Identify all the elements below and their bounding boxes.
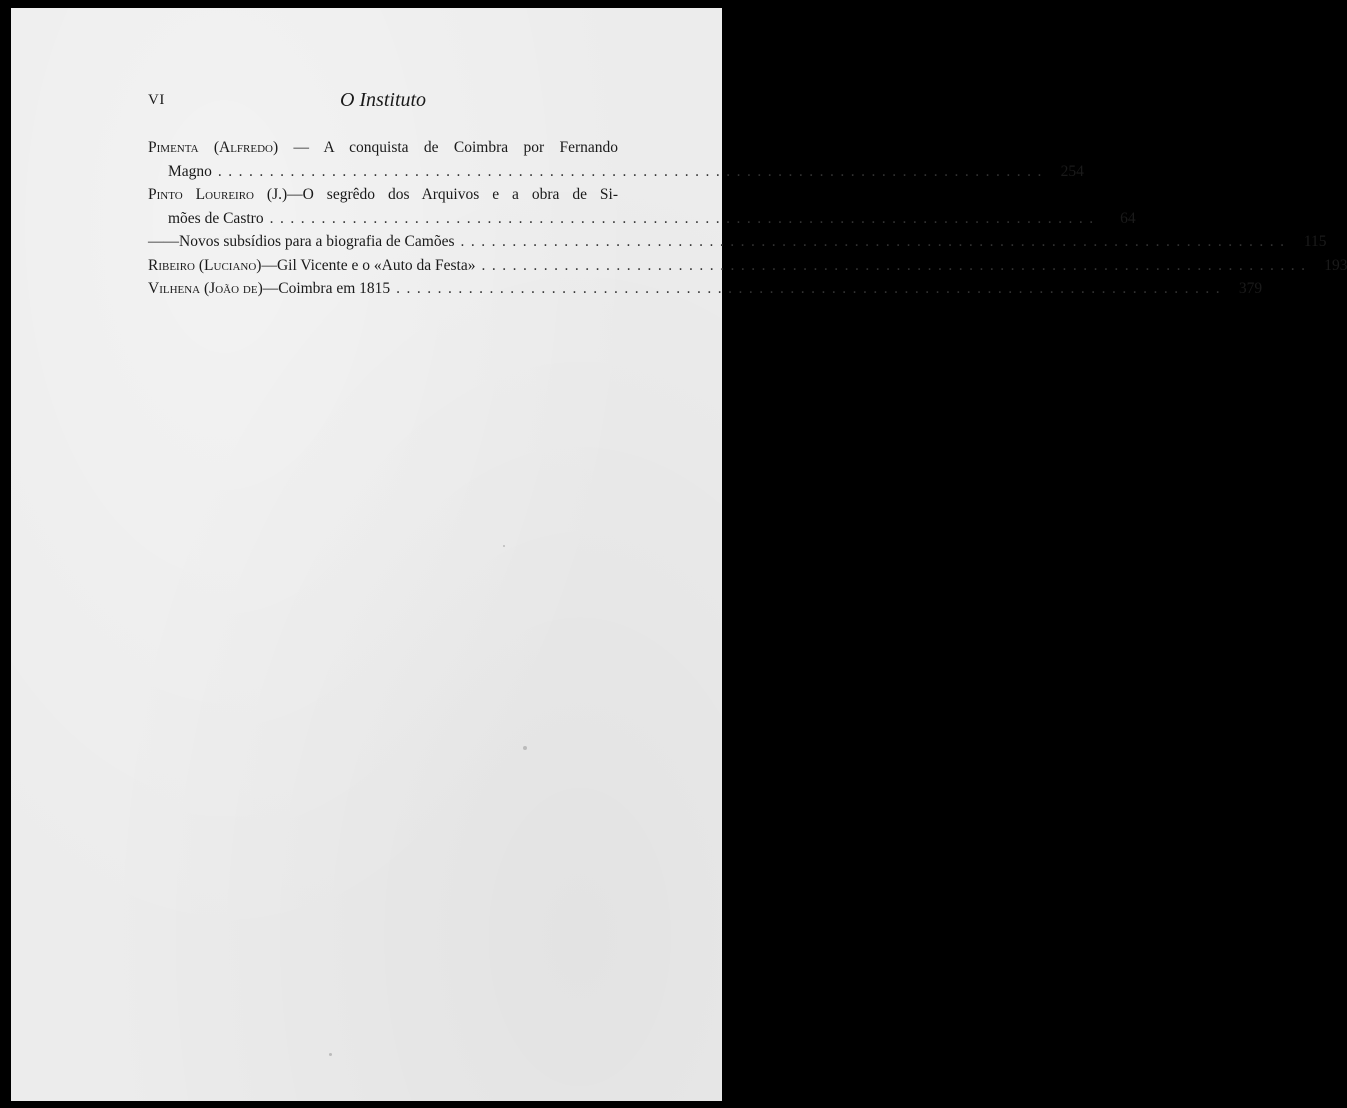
dot-leader: ................................................................................ (396, 280, 1227, 297)
index-entry (148, 136, 1084, 183)
paper-speck (523, 746, 527, 750)
entry-line (148, 183, 618, 207)
entry-author: Pinto Loureiro (J.) (148, 186, 288, 203)
entry-line (148, 160, 1084, 184)
entry-page-number: 193 (1324, 256, 1347, 274)
entry-line (148, 277, 1263, 301)
entry-line (148, 136, 618, 160)
entry-page-number: 64 (1120, 209, 1136, 227)
dot-leader: ................................................................................ (217, 162, 1048, 180)
index-entry (148, 230, 1327, 254)
paper-speck (329, 1053, 332, 1056)
entry-author: Ribeiro (Luciano) (148, 256, 262, 274)
entry-line (148, 230, 1327, 254)
entry-title: —Gil Vicente e o «Auto da Festa» (261, 256, 476, 274)
page-number: VI (148, 92, 165, 108)
dot-leader: ................................................................................ (460, 233, 1291, 250)
index-entry (148, 254, 1347, 278)
entry-page-number: 254 (1060, 162, 1084, 180)
page (11, 8, 1347, 1101)
dot-leader: ................................................................................ (269, 209, 1100, 227)
entry-line (148, 254, 1347, 278)
entry-title: — A conquista de Coimbra por Fernando (278, 139, 618, 156)
entry-title: —Coimbra em 1815 (262, 280, 391, 297)
entry-title-continuation: mões de Castro (168, 209, 264, 227)
index-entry (148, 277, 1263, 301)
journal-title: O Instituto (339, 89, 427, 111)
entry-title: —O segrêdo dos Arquivos e a obra de Si- (287, 186, 618, 203)
page-header (148, 89, 618, 116)
paper-speck (503, 545, 505, 547)
dot-leader: ................................................................................ (481, 256, 1312, 274)
index-entry (148, 183, 1136, 230)
entry-line (148, 207, 1136, 231)
entry-title-continuation: Magno (168, 162, 212, 180)
ditto-dash: —— (148, 233, 179, 250)
entry-page-number: 379 (1238, 280, 1263, 297)
author-index (148, 136, 1347, 301)
entry-title: Novos subsídios para a biografia de Camões (179, 233, 455, 250)
entry-author: Vilhena (João de) (148, 280, 263, 297)
entry-author: Pimenta (Alfredo) (148, 139, 279, 156)
entry-page-number: 115 (1303, 233, 1327, 250)
